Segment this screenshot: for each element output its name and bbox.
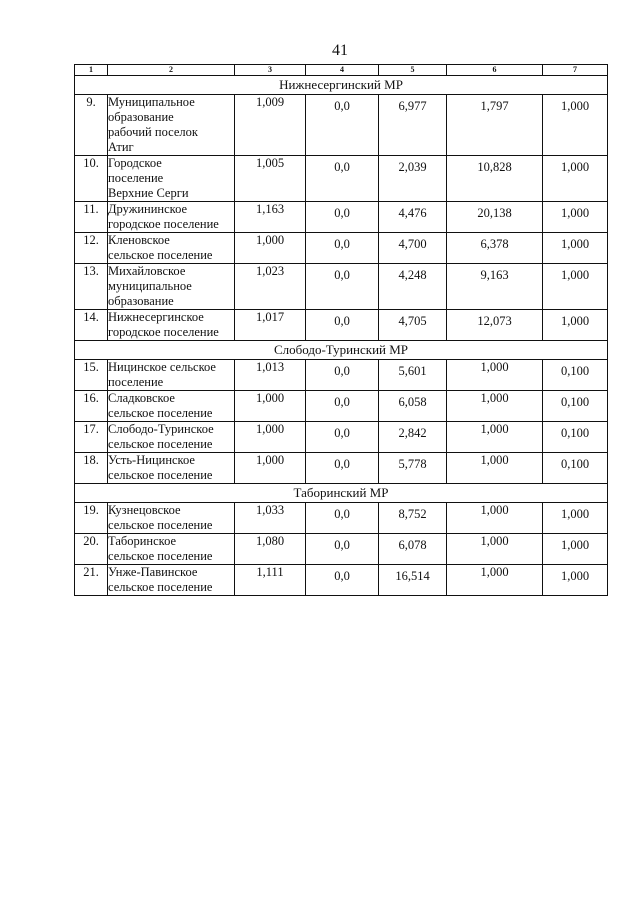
value-col-7: 1,000: [543, 202, 608, 233]
municipality-name-line: сельское поселение: [108, 437, 213, 451]
value-col-5: 4,476: [379, 202, 447, 233]
value-col-6: 1,000: [447, 453, 543, 484]
table-row: [75, 360, 608, 391]
row-number: 19.: [75, 503, 108, 534]
row-number: 20.: [75, 534, 108, 565]
value-col-3: 1,023: [235, 264, 306, 310]
value-col-4: 0,0: [306, 310, 379, 341]
value-col-5: 4,248: [379, 264, 447, 310]
municipality-name-line: Атиг: [108, 140, 134, 154]
table-row: [75, 95, 608, 156]
value-col-5: 5,778: [379, 453, 447, 484]
municipality-name-line: муниципальное: [108, 279, 192, 293]
value-col-4: 0,0: [306, 360, 379, 391]
value-col-4: 0,0: [306, 453, 379, 484]
section-header-row: [75, 76, 608, 95]
section-header-row: [75, 484, 608, 503]
table-row: [75, 310, 608, 341]
value-col-3: 1,013: [235, 360, 306, 391]
municipality-name: [108, 453, 235, 484]
table-row: [75, 202, 608, 233]
municipality-name-line: поселение: [108, 171, 164, 185]
data-table: [74, 64, 608, 596]
value-col-5: 5,601: [379, 360, 447, 391]
municipality-name: [108, 156, 235, 202]
value-col-3: 1,163: [235, 202, 306, 233]
municipality-name: [108, 422, 235, 453]
value-col-4: 0,0: [306, 202, 379, 233]
row-number: 9.: [75, 95, 108, 156]
value-col-5: 4,705: [379, 310, 447, 341]
value-col-5: 4,700: [379, 233, 447, 264]
table-row: [75, 534, 608, 565]
table-row: [75, 264, 608, 310]
municipality-name-line: Муниципальное: [108, 95, 195, 109]
value-col-6: 9,163: [447, 264, 543, 310]
municipality-name-line: Сладковское: [108, 391, 175, 405]
municipality-name-line: Таборинское: [108, 534, 177, 548]
value-col-7: 1,000: [543, 264, 608, 310]
value-col-6: 1,000: [447, 391, 543, 422]
column-header: 5: [379, 65, 447, 76]
row-number: 18.: [75, 453, 108, 484]
municipality-name: [108, 565, 235, 596]
value-col-5: 2,842: [379, 422, 447, 453]
section-title: Слободо-Туринский МР: [75, 341, 608, 360]
municipality-name: [108, 391, 235, 422]
column-header: 6: [447, 65, 543, 76]
value-col-3: 1,033: [235, 503, 306, 534]
value-col-6: 10,828: [447, 156, 543, 202]
municipality-name: [108, 233, 235, 264]
municipality-name-line: Усть-Ницинское: [108, 453, 195, 467]
municipality-name: [108, 202, 235, 233]
value-col-4: 0,0: [306, 95, 379, 156]
value-col-3: 1,080: [235, 534, 306, 565]
row-number: 14.: [75, 310, 108, 341]
value-col-6: 1,000: [447, 503, 543, 534]
column-header: 3: [235, 65, 306, 76]
value-col-5: 6,977: [379, 95, 447, 156]
municipality-name-line: Нижнесергинское: [108, 310, 204, 324]
municipality-name-line: Михайловское: [108, 264, 186, 278]
municipality-name-line: Слободо-Туринское: [108, 422, 214, 436]
value-col-3: 1,000: [235, 422, 306, 453]
municipality-name-line: сельское поселение: [108, 580, 213, 594]
value-col-4: 0,0: [306, 565, 379, 596]
value-col-4: 0,0: [306, 233, 379, 264]
municipality-name-line: Унже-Павинское: [108, 565, 198, 579]
value-col-7: 1,000: [543, 565, 608, 596]
value-col-6: 1,000: [447, 422, 543, 453]
section-header-row: [75, 341, 608, 360]
table-row: [75, 503, 608, 534]
value-col-5: 2,039: [379, 156, 447, 202]
municipality-name: [108, 264, 235, 310]
column-header: 2: [108, 65, 235, 76]
table-row: [75, 453, 608, 484]
value-col-5: 6,058: [379, 391, 447, 422]
value-col-5: 6,078: [379, 534, 447, 565]
value-col-6: 12,073: [447, 310, 543, 341]
value-col-7: 1,000: [543, 534, 608, 565]
municipality-name: [108, 360, 235, 391]
municipality-name-line: образование: [108, 294, 174, 308]
municipality-name: [108, 503, 235, 534]
value-col-7: 0,100: [543, 422, 608, 453]
value-col-6: 1,000: [447, 534, 543, 565]
section-title: Нижнесергинский МР: [75, 76, 608, 95]
table-body: [75, 65, 608, 596]
municipality-name-line: сельское поселение: [108, 518, 213, 532]
value-col-7: 0,100: [543, 360, 608, 391]
row-number: 12.: [75, 233, 108, 264]
municipality-name-line: сельское поселение: [108, 549, 213, 563]
municipality-name-line: сельское поселение: [108, 248, 213, 262]
value-col-6: 6,378: [447, 233, 543, 264]
value-col-5: 16,514: [379, 565, 447, 596]
municipality-name-line: Дружининское: [108, 202, 188, 216]
value-col-3: 1,017: [235, 310, 306, 341]
municipality-name-line: Кузнецовское: [108, 503, 181, 517]
value-col-7: 1,000: [543, 503, 608, 534]
value-col-7: 1,000: [543, 310, 608, 341]
value-col-7: 1,000: [543, 156, 608, 202]
value-col-4: 0,0: [306, 503, 379, 534]
row-number: 15.: [75, 360, 108, 391]
municipality-name-line: Городское: [108, 156, 162, 170]
value-col-3: 1,000: [235, 233, 306, 264]
municipality-name-line: городское поселение: [108, 217, 219, 231]
column-header: 7: [543, 65, 608, 76]
value-col-4: 0,0: [306, 534, 379, 565]
row-number: 11.: [75, 202, 108, 233]
municipality-name-line: Ницинское сельское: [108, 360, 216, 374]
municipality-name-line: сельское поселение: [108, 406, 213, 420]
column-header: 1: [75, 65, 108, 76]
municipality-name-line: рабочий поселок: [108, 125, 198, 139]
table-row: [75, 233, 608, 264]
row-number: 13.: [75, 264, 108, 310]
municipality-name-line: городское поселение: [108, 325, 219, 339]
value-col-3: 1,009: [235, 95, 306, 156]
value-col-7: 0,100: [543, 391, 608, 422]
municipality-name: [108, 534, 235, 565]
value-col-7: 1,000: [543, 233, 608, 264]
value-col-5: 8,752: [379, 503, 447, 534]
value-col-6: 20,138: [447, 202, 543, 233]
municipality-name-line: сельское поселение: [108, 468, 213, 482]
value-col-7: 1,000: [543, 95, 608, 156]
value-col-4: 0,0: [306, 264, 379, 310]
table-row: [75, 156, 608, 202]
value-col-3: 1,000: [235, 391, 306, 422]
municipality-name-line: Верхние Серги: [108, 186, 189, 200]
municipality-name-line: Кленовское: [108, 233, 170, 247]
value-col-4: 0,0: [306, 156, 379, 202]
municipality-name-line: образование: [108, 110, 174, 124]
value-col-6: 1,797: [447, 95, 543, 156]
value-col-6: 1,000: [447, 360, 543, 391]
table-row: [75, 565, 608, 596]
value-col-7: 0,100: [543, 453, 608, 484]
value-col-4: 0,0: [306, 422, 379, 453]
row-number: 17.: [75, 422, 108, 453]
column-header: 4: [306, 65, 379, 76]
row-number: 16.: [75, 391, 108, 422]
municipality-name: [108, 310, 235, 341]
value-col-3: 1,005: [235, 156, 306, 202]
value-col-3: 1,111: [235, 565, 306, 596]
municipality-name-line: поселение: [108, 375, 164, 389]
value-col-6: 1,000: [447, 565, 543, 596]
table-row: [75, 391, 608, 422]
column-header-row: [75, 65, 608, 76]
value-col-4: 0,0: [306, 391, 379, 422]
municipality-name: [108, 95, 235, 156]
row-number: 10.: [75, 156, 108, 202]
row-number: 21.: [75, 565, 108, 596]
value-col-3: 1,000: [235, 453, 306, 484]
page-number: 41: [332, 42, 348, 59]
section-title: Таборинский МР: [75, 484, 608, 503]
table-row: [75, 422, 608, 453]
